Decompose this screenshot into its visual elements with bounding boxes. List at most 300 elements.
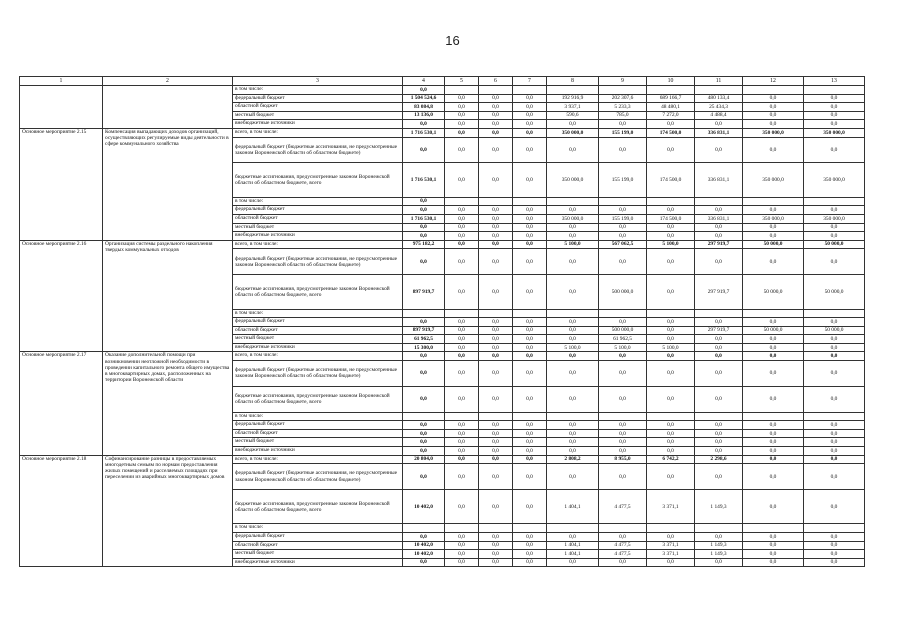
value-cell: 350 000,0 xyxy=(547,214,599,223)
value-cell: 0,0 xyxy=(695,558,743,567)
value-cell: 0,0 xyxy=(743,137,804,163)
value-cell: 0,0 xyxy=(599,438,647,447)
value-cell: 350 000,0 xyxy=(743,128,804,137)
value-cell: 0,0 xyxy=(599,464,647,490)
value-cell: 0,0 xyxy=(547,249,599,275)
activity-title-cell xyxy=(103,86,233,129)
funding-source-cell: всего, в том числе: xyxy=(233,128,403,137)
value-cell: 350 000,0 xyxy=(804,163,865,197)
value-cell: 3 371,1 xyxy=(647,541,695,550)
value-cell: 0,0 xyxy=(513,455,547,464)
value-cell: 0,0 xyxy=(695,361,743,387)
value-cell: 0,0 xyxy=(804,318,865,327)
value-cell: 0,0 xyxy=(445,94,479,103)
funding-source-cell: областной бюджет xyxy=(233,429,403,438)
value-cell: 0,0 xyxy=(804,541,865,550)
value-cell: 0,0 xyxy=(647,137,695,163)
value-cell: 0,0 xyxy=(599,352,647,361)
value-cell xyxy=(513,197,547,206)
funding-source-cell: внебюджетные источники xyxy=(233,558,403,567)
funding-source-cell: федеральный бюджет xyxy=(233,533,403,542)
page-number: 16 xyxy=(445,33,460,48)
value-cell xyxy=(479,197,513,206)
value-cell: 1 149,3 xyxy=(695,550,743,559)
value-cell xyxy=(647,412,695,421)
value-cell: 0,0 xyxy=(513,120,547,129)
value-cell: 61 962,5 xyxy=(599,335,647,344)
value-cell xyxy=(695,197,743,206)
value-cell: 0,0 xyxy=(513,111,547,120)
value-cell: 0,0 xyxy=(743,490,804,524)
value-cell: 0,0 xyxy=(513,550,547,559)
value-cell xyxy=(403,524,445,533)
column-number-cell: 13 xyxy=(804,77,865,86)
funding-source-cell: внебюджетные источники xyxy=(233,232,403,241)
value-cell: 0,0 xyxy=(513,326,547,335)
value-cell: 0,0 xyxy=(445,490,479,524)
value-cell: 5 100,0 xyxy=(647,240,695,249)
value-cell xyxy=(479,309,513,318)
value-cell: 0,0 xyxy=(647,421,695,430)
value-cell: 0,0 xyxy=(743,386,804,412)
value-cell: 0,0 xyxy=(647,447,695,456)
value-cell: 0,0 xyxy=(445,335,479,344)
funding-source-cell: всего, в том числе: xyxy=(233,455,403,464)
value-cell: 7 272,0 xyxy=(647,111,695,120)
value-cell: 0,0 xyxy=(479,137,513,163)
activity-cell: Основное мероприятие 2.16 xyxy=(20,240,103,352)
value-cell xyxy=(695,524,743,533)
value-cell: 0,0 xyxy=(547,326,599,335)
value-cell: 0,0 xyxy=(479,550,513,559)
value-cell: 0,0 xyxy=(804,111,865,120)
funding-source-cell: бюджетные ассигнования, предусмотренные законом Воронежской области об областном бюджете, всего xyxy=(233,275,403,309)
value-cell: 0,0 xyxy=(804,120,865,129)
value-cell: 0,0 xyxy=(403,421,445,430)
value-cell: 897 919,7 xyxy=(403,326,445,335)
value-cell: 0,0 xyxy=(804,464,865,490)
value-cell: 0,0 xyxy=(743,421,804,430)
value-cell: 0,0 xyxy=(479,326,513,335)
value-cell: 0,0 xyxy=(513,103,547,112)
value-cell: 0,0 xyxy=(403,438,445,447)
value-cell xyxy=(513,309,547,318)
value-cell: 0,0 xyxy=(647,558,695,567)
activity-cell xyxy=(20,86,103,129)
value-cell: 10 402,0 xyxy=(403,541,445,550)
value-cell: 0,0 xyxy=(743,94,804,103)
value-cell: 0,0 xyxy=(513,275,547,309)
value-cell: 5 100,0 xyxy=(647,343,695,352)
table-row xyxy=(20,455,865,464)
value-cell: 0,0 xyxy=(647,361,695,387)
value-cell: 0,0 xyxy=(479,438,513,447)
value-cell xyxy=(599,309,647,318)
column-number-cell: 7 xyxy=(513,77,547,86)
value-cell: 0,0 xyxy=(547,438,599,447)
value-cell: 0,0 xyxy=(479,429,513,438)
value-cell: 0,0 xyxy=(547,361,599,387)
funding-source-cell: внебюджетные источники xyxy=(233,120,403,129)
value-cell: 8 955,0 xyxy=(599,455,647,464)
value-cell: 0,0 xyxy=(804,343,865,352)
value-cell: 0,0 xyxy=(479,232,513,241)
value-cell: 0,0 xyxy=(479,275,513,309)
column-number-cell: 4 xyxy=(403,77,445,86)
activity-cell: Основное мероприятие 2.15 xyxy=(20,128,103,240)
table-row xyxy=(20,352,865,361)
value-cell: 0,0 xyxy=(513,249,547,275)
value-cell: 0,0 xyxy=(479,558,513,567)
value-cell xyxy=(445,86,479,95)
value-cell: 0,0 xyxy=(743,343,804,352)
value-cell: 0,0 xyxy=(599,429,647,438)
value-cell: 0,0 xyxy=(743,455,804,464)
table-row xyxy=(20,86,865,95)
value-cell: 0,0 xyxy=(445,438,479,447)
value-cell: 0,0 xyxy=(804,533,865,542)
value-cell: 0,0 xyxy=(445,361,479,387)
value-cell: 1 149,3 xyxy=(695,541,743,550)
value-cell: 0,0 xyxy=(695,533,743,542)
value-cell: 0,0 xyxy=(647,318,695,327)
value-cell: 0,0 xyxy=(513,214,547,223)
funding-source-cell: областной бюджет xyxy=(233,326,403,335)
value-cell: 155 199,0 xyxy=(599,128,647,137)
funding-source-cell: в том числе: xyxy=(233,412,403,421)
value-cell: 0,0 xyxy=(547,137,599,163)
value-cell: 155 199,0 xyxy=(599,163,647,197)
value-cell: 0,0 xyxy=(599,318,647,327)
value-cell: 297 919,7 xyxy=(695,240,743,249)
funding-source-cell: в том числе: xyxy=(233,197,403,206)
value-cell: 0,0 xyxy=(445,455,479,464)
value-cell: 0,0 xyxy=(599,232,647,241)
funding-source-cell: федеральный бюджет (бюджетные ассигнования, не предусмотренные законом Воронежской области об областном бюджете) xyxy=(233,464,403,490)
value-cell: 202 307,6 xyxy=(599,94,647,103)
funding-source-cell: федеральный бюджет xyxy=(233,318,403,327)
value-cell: 0,0 xyxy=(479,464,513,490)
value-cell: 0,0 xyxy=(599,249,647,275)
value-cell: 155 199,0 xyxy=(599,214,647,223)
value-cell: 61 962,5 xyxy=(403,335,445,344)
value-cell: 0,0 xyxy=(479,335,513,344)
value-cell: 0,0 xyxy=(513,533,547,542)
value-cell: 1 716 530,1 xyxy=(403,214,445,223)
value-cell: 0,0 xyxy=(403,386,445,412)
value-cell: 0,0 xyxy=(743,558,804,567)
value-cell: 4 477,5 xyxy=(599,541,647,550)
value-cell: 350 000,0 xyxy=(804,214,865,223)
value-cell: 0,0 xyxy=(804,361,865,387)
value-cell: 785,0 xyxy=(599,111,647,120)
value-cell: 0,0 xyxy=(479,318,513,327)
value-cell: 0,0 xyxy=(804,352,865,361)
value-cell: 0,0 xyxy=(513,343,547,352)
value-cell: 0,0 xyxy=(513,429,547,438)
value-cell: 0,0 xyxy=(445,429,479,438)
funding-source-cell: федеральный бюджет xyxy=(233,206,403,215)
value-cell: 0,0 xyxy=(547,275,599,309)
value-cell: 0,0 xyxy=(403,361,445,387)
value-cell: 0,0 xyxy=(804,421,865,430)
value-cell: 0,0 xyxy=(647,352,695,361)
value-cell: 0,0 xyxy=(403,429,445,438)
value-cell: 0,0 xyxy=(403,352,445,361)
value-cell: 0,0 xyxy=(445,541,479,550)
column-number-cell: 9 xyxy=(599,77,647,86)
value-cell: 0,0 xyxy=(445,533,479,542)
value-cell: 25 434,3 xyxy=(695,103,743,112)
value-cell: 0,0 xyxy=(743,318,804,327)
value-cell: 0,0 xyxy=(804,103,865,112)
funding-source-cell: областной бюджет xyxy=(233,214,403,223)
value-cell: 0,0 xyxy=(479,128,513,137)
value-cell: 0,0 xyxy=(647,120,695,129)
value-cell: 0,0 xyxy=(547,120,599,129)
value-cell: 0,0 xyxy=(547,447,599,456)
table-row xyxy=(20,240,865,249)
value-cell: 0,0 xyxy=(403,447,445,456)
value-cell: 174 500,0 xyxy=(647,128,695,137)
value-cell: 336 831,1 xyxy=(695,163,743,197)
value-cell: 0,0 xyxy=(547,386,599,412)
value-cell: 0,0 xyxy=(479,206,513,215)
value-cell: 500 000,0 xyxy=(599,326,647,335)
value-cell: 50 000,0 xyxy=(743,326,804,335)
value-cell: 174 500,0 xyxy=(647,163,695,197)
value-cell xyxy=(804,412,865,421)
value-cell: 3 371,1 xyxy=(647,490,695,524)
value-cell: 0,0 xyxy=(403,232,445,241)
value-cell: 13 136,0 xyxy=(403,111,445,120)
activity-title-cell: Организация системы раздельного накопления твердых коммунальных отходов xyxy=(103,240,233,352)
value-cell: 0,0 xyxy=(804,137,865,163)
value-cell: 1 716 530,1 xyxy=(403,128,445,137)
value-cell: 0,0 xyxy=(547,558,599,567)
value-cell: 0,0 xyxy=(695,343,743,352)
value-cell: 15 300,0 xyxy=(403,343,445,352)
value-cell: 336 831,1 xyxy=(695,128,743,137)
value-cell: 0,0 xyxy=(513,386,547,412)
value-cell: 0,0 xyxy=(743,232,804,241)
value-cell: 0,0 xyxy=(513,94,547,103)
value-cell: 5 100,0 xyxy=(547,240,599,249)
value-cell: 0,0 xyxy=(445,421,479,430)
activity-cell: Основное мероприятие 2.18 xyxy=(20,455,103,567)
value-cell: 5 100,0 xyxy=(599,343,647,352)
value-cell xyxy=(547,197,599,206)
value-cell xyxy=(403,412,445,421)
value-cell: 350 000,0 xyxy=(547,163,599,197)
value-cell: 0,0 xyxy=(647,533,695,542)
column-number-cell: 3 xyxy=(233,77,403,86)
value-cell xyxy=(599,197,647,206)
value-cell: 0,0 xyxy=(647,335,695,344)
value-cell: 0,0 xyxy=(403,558,445,567)
value-cell: 0,0 xyxy=(547,429,599,438)
activity-title-cell: Компенсация выпадающих доходов организаций, осуществляющих регулируемые виды деятельности в сфере коммунального хозяйства xyxy=(103,128,233,240)
value-cell xyxy=(804,197,865,206)
value-cell: 0,0 xyxy=(513,558,547,567)
value-cell: 0,0 xyxy=(647,206,695,215)
value-cell: 297 919,7 xyxy=(695,326,743,335)
value-cell: 0,0 xyxy=(513,137,547,163)
value-cell: 0,0 xyxy=(445,464,479,490)
value-cell: 0,0 xyxy=(445,240,479,249)
value-cell: 0,0 xyxy=(804,232,865,241)
funding-source-cell: всего, в том числе: xyxy=(233,240,403,249)
value-cell: 0,0 xyxy=(445,343,479,352)
value-cell: 0,0 xyxy=(743,111,804,120)
value-cell xyxy=(743,86,804,95)
value-cell: 0,0 xyxy=(743,223,804,232)
value-cell: 0,0 xyxy=(479,249,513,275)
value-cell: 2 298,6 xyxy=(695,455,743,464)
activity-cell: Основное мероприятие 2.17 xyxy=(20,352,103,455)
value-cell: 0,0 xyxy=(479,163,513,197)
value-cell: 0,0 xyxy=(695,335,743,344)
value-cell: 0,0 xyxy=(647,429,695,438)
value-cell xyxy=(804,86,865,95)
column-number-cell: 12 xyxy=(743,77,804,86)
value-cell: 0,0 xyxy=(513,318,547,327)
value-cell: 174 500,0 xyxy=(647,214,695,223)
value-cell: 0,0 xyxy=(804,206,865,215)
value-cell: 0,0 xyxy=(479,111,513,120)
value-cell: 0,0 xyxy=(445,163,479,197)
funding-source-cell: федеральный бюджет xyxy=(233,94,403,103)
value-cell xyxy=(479,524,513,533)
value-cell: 0,0 xyxy=(403,223,445,232)
value-cell: 6 742,2 xyxy=(647,455,695,464)
funding-source-cell: областной бюджет xyxy=(233,103,403,112)
value-cell: 0,0 xyxy=(743,103,804,112)
funding-source-cell: внебюджетные источники xyxy=(233,343,403,352)
value-cell: 0,0 xyxy=(804,249,865,275)
value-cell: 0,0 xyxy=(547,318,599,327)
value-cell: 0,0 xyxy=(513,223,547,232)
value-cell: 0,0 xyxy=(599,421,647,430)
activity-title-cell: Софинансирование разницы в предоставляемых многодетным семьям по нормам предоставления жилых помещений и расселяемых площадях при переселении из аварийных многоквартирных домов xyxy=(103,455,233,567)
value-cell: 5 233,3 xyxy=(599,103,647,112)
value-cell: 0,0 xyxy=(445,550,479,559)
value-cell: 350 000,0 xyxy=(743,163,804,197)
value-cell: 567 062,5 xyxy=(599,240,647,249)
value-cell: 0,0 xyxy=(743,464,804,490)
value-cell: 0,0 xyxy=(513,352,547,361)
value-cell xyxy=(479,412,513,421)
value-cell: 0,0 xyxy=(599,361,647,387)
value-cell: 1 404,1 xyxy=(547,490,599,524)
value-cell: 0,0 xyxy=(804,447,865,456)
value-cell: 0,0 xyxy=(513,335,547,344)
value-cell xyxy=(445,309,479,318)
value-cell: 0,0 xyxy=(513,464,547,490)
value-cell: 0,0 xyxy=(804,335,865,344)
value-cell: 0,0 xyxy=(743,361,804,387)
funding-source-cell: местный бюджет xyxy=(233,223,403,232)
value-cell: 0,0 xyxy=(547,232,599,241)
value-cell: 0,0 xyxy=(599,386,647,412)
value-cell: 0,0 xyxy=(403,464,445,490)
value-cell: 50 000,0 xyxy=(804,275,865,309)
value-cell: 50 000,0 xyxy=(804,240,865,249)
value-cell: 4 477,5 xyxy=(599,490,647,524)
value-cell: 500 000,0 xyxy=(599,275,647,309)
value-cell: 0,0 xyxy=(479,490,513,524)
value-cell xyxy=(804,524,865,533)
value-cell xyxy=(743,524,804,533)
value-cell: 0,0 xyxy=(403,206,445,215)
column-number-cell: 8 xyxy=(547,77,599,86)
value-cell: 0,0 xyxy=(445,120,479,129)
value-cell: 1 404,1 xyxy=(547,550,599,559)
value-cell: 0,0 xyxy=(804,438,865,447)
value-cell: 0,0 xyxy=(599,447,647,456)
funding-source-cell: в том числе: xyxy=(233,524,403,533)
value-cell: 0,0 xyxy=(403,318,445,327)
value-cell: 1 504 524,6 xyxy=(403,94,445,103)
value-cell: 0,0 xyxy=(743,533,804,542)
value-cell: 0,0 xyxy=(513,240,547,249)
value-cell: 0,0 xyxy=(743,206,804,215)
value-cell: 350 000,0 xyxy=(743,214,804,223)
value-cell: 0,0 xyxy=(599,137,647,163)
value-cell: 0,0 xyxy=(743,438,804,447)
value-cell xyxy=(695,86,743,95)
value-cell: 0,0 xyxy=(445,137,479,163)
value-cell: 0,0 xyxy=(513,163,547,197)
funding-source-cell: федеральный бюджет (бюджетные ассигнования, не предусмотренные законом Воронежской области об областном бюджете) xyxy=(233,137,403,163)
funding-source-cell: бюджетные ассигнования, предусмотренные законом Воронежской области об областном бюджете, всего xyxy=(233,386,403,412)
value-cell xyxy=(804,309,865,318)
value-cell xyxy=(513,412,547,421)
value-cell: 0,0 xyxy=(743,429,804,438)
funding-source-cell: бюджетные ассигнования, предусмотренные законом Воронежской области об областном бюджете, всего xyxy=(233,163,403,197)
value-cell: 0,0 xyxy=(513,361,547,387)
value-cell: 0,0 xyxy=(695,421,743,430)
value-cell: 897 919,7 xyxy=(403,275,445,309)
value-cell: 0,0 xyxy=(695,438,743,447)
value-cell: 0,0 xyxy=(695,318,743,327)
value-cell: 0,0 xyxy=(647,223,695,232)
value-cell xyxy=(599,86,647,95)
value-cell: 0,0 xyxy=(479,533,513,542)
value-cell: 0,0 xyxy=(695,386,743,412)
value-cell: 0,0 xyxy=(804,550,865,559)
value-cell xyxy=(647,86,695,95)
value-cell: 0,0 xyxy=(804,558,865,567)
value-cell: 0,0 xyxy=(445,128,479,137)
value-cell: 0,0 xyxy=(403,86,445,95)
value-cell xyxy=(647,524,695,533)
value-cell: 0,0 xyxy=(479,240,513,249)
value-cell xyxy=(445,524,479,533)
value-cell: 0,0 xyxy=(547,421,599,430)
value-cell: 350 000,0 xyxy=(804,128,865,137)
value-cell: 48 480,1 xyxy=(647,103,695,112)
value-cell: 0,0 xyxy=(804,429,865,438)
value-cell xyxy=(547,524,599,533)
value-cell: 0,0 xyxy=(403,533,445,542)
funding-source-cell: местный бюджет xyxy=(233,550,403,559)
value-cell: 0,0 xyxy=(445,386,479,412)
value-cell: 975 182,2 xyxy=(403,240,445,249)
budget-table-sheet xyxy=(19,76,865,567)
value-cell: 0,0 xyxy=(479,541,513,550)
value-cell: 4 477,5 xyxy=(599,550,647,559)
